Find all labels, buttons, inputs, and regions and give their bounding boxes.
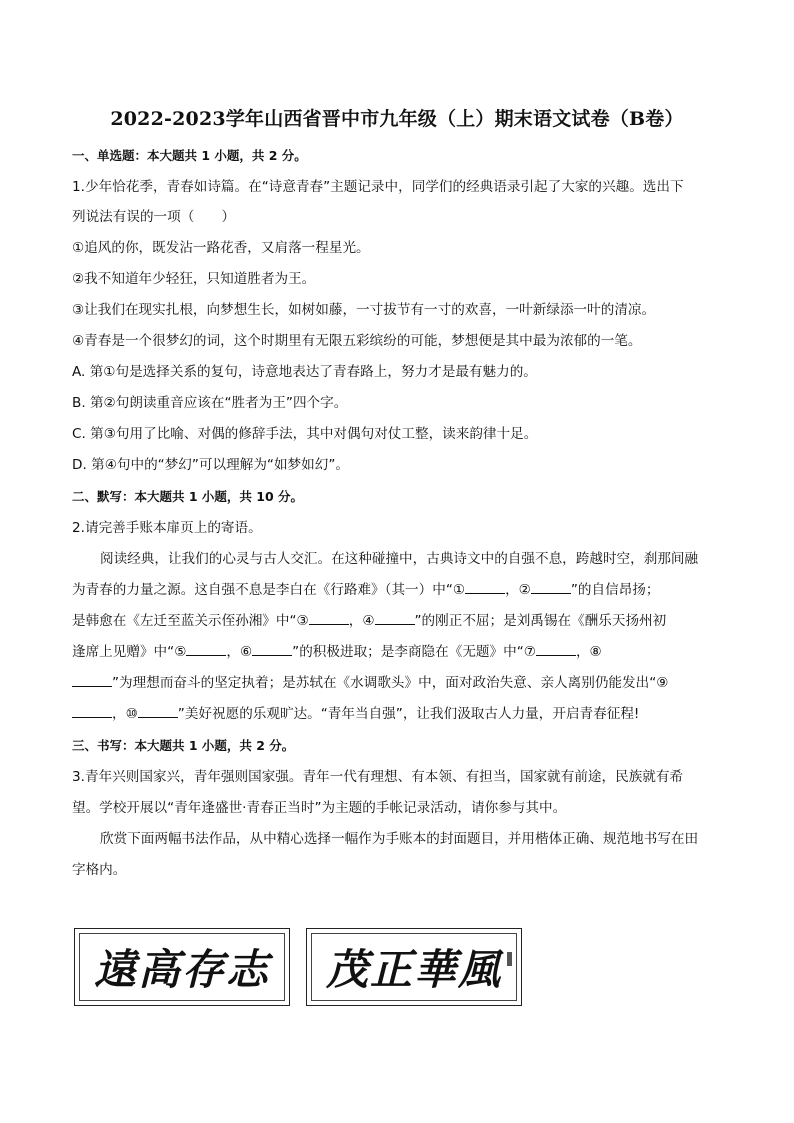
section-heading-3: 三、书写：本大题共 1 小题，共 2 分。 xyxy=(72,738,295,753)
question-2-paragraph-line-5: ”为理想而奋斗的坚定执着；是苏轼在《水调歌头》中，面对政治失意、亲人离别仍能发出“⑨ xyxy=(72,673,722,693)
question-3-line-2: 望。学校开展以“青年逢盛世·青春正当时”为主题的手帐记录活动，请你参与其中。 xyxy=(72,800,567,816)
page-title: 2022-2023学年山西省晋中市九年级（上）期末语文试卷（B卷） xyxy=(110,108,684,130)
option-d: D. 第④句中的“梦幻”可以理解为“如梦如幻”。 xyxy=(72,457,349,473)
calligraphy-text-2: 茂正華風 xyxy=(325,945,502,994)
answer-blank-7[interactable] xyxy=(536,642,576,656)
option-c: C. 第③句用了比喻、对偶的修辞手法，其中对偶句对仗工整，读来韵律十足。 xyxy=(72,426,538,442)
seal-icon xyxy=(507,952,512,966)
section-heading-1: 一、单选题：本大题共 1 小题，共 2 分。 xyxy=(72,148,307,163)
quote-item-2: ②我不知道年少轻狂，只知道胜者为王。 xyxy=(72,271,316,287)
question-2-paragraph-line-1: 阅读经典，让我们的心灵与古人交汇。在这种碰撞中，古典诗文中的自强不息，跨越时空，刹那间融 xyxy=(100,551,699,567)
answer-blank-2[interactable] xyxy=(531,580,571,594)
question-2-paragraph-line-2: 为青春的力量之源。这自强不息是李白在《行路难》（其一）中“① ，② ”的自信昂扬； xyxy=(72,582,660,598)
question-2-paragraph-line-3: 是韩愈在《左迁至蓝关示侄孙湘》中“③ ，④ ”的刚正不屈；是刘禹锡在《酬乐天扬州初 xyxy=(72,613,667,629)
question-2-paragraph-line-6: ，⑩ ”美好祝愿的乐观旷达。“青年当自强”，让我们汲取古人力量，开启青春征程! xyxy=(72,704,722,724)
question-2-title: 2.请完善手账本扉页上的寄语。 xyxy=(72,520,262,536)
calligraphy-text-1: 遠高存志 xyxy=(93,945,270,994)
question-1-line-2: 列说法有误的一项（ ） xyxy=(72,209,236,225)
answer-blank-10[interactable] xyxy=(138,704,178,718)
option-b: B. 第②句朗读重音应该在“胜者为王”四个字。 xyxy=(72,395,348,411)
question-1-line-1: 1.少年恰花季，青春如诗篇。在“诗意青春”主题记录中，同学们的经典语录引起了大家的兴趣。选出下 xyxy=(72,179,684,195)
calligraphy-frame xyxy=(311,933,517,1001)
answer-blank-6[interactable] xyxy=(252,642,292,656)
question-3-line-4: 字格内。 xyxy=(72,862,127,878)
answer-blank-1[interactable] xyxy=(465,580,505,594)
option-a: A. 第①句是选择关系的复句，诗意地表达了青春路上，努力才是最有魅力的。 xyxy=(72,364,537,380)
calligraphy-work-1 xyxy=(74,928,290,1006)
quote-item-1: ①追风的你，既发沾一路花香，又肩落一程星光。 xyxy=(72,240,370,256)
answer-blank-9[interactable] xyxy=(72,704,112,718)
question-3-line-1: 3.青年兴则国家兴，青年强则国家强。青年一代有理想、有本领、有担当，国家就有前途，民族就有希 xyxy=(72,769,684,785)
calligraphy-frame xyxy=(79,933,285,1001)
quote-item-3: ③让我们在现实扎根，向梦想生长，如树如藤，一寸拔节有一寸的欢喜，一叶新绿添一叶的清凉。 xyxy=(72,302,656,318)
answer-blank-3[interactable] xyxy=(309,611,349,625)
answer-blank-8[interactable] xyxy=(72,673,112,687)
answer-blank-5[interactable] xyxy=(186,642,226,656)
question-2-paragraph-line-4: 逢席上见赠》中“⑤ ，⑥ ”的积极进取；是李商隐在《无题》中“⑦ ，⑧ xyxy=(72,644,602,660)
calligraphy-work-2 xyxy=(306,928,522,1006)
section-heading-2: 二、默写：本大题共 1 小题，共 10 分。 xyxy=(72,489,304,504)
answer-blank-4[interactable] xyxy=(375,611,415,625)
question-3-line-3: 欣赏下面两幅书法作品，从中精心选择一幅作为手账本的封面题目，并用楷体正确、规范地书写在田 xyxy=(100,831,699,847)
quote-item-4: ④青春是一个很梦幻的词，这个时期里有无限五彩缤纷的可能，梦想便是其中最为浓郁的一笔。 xyxy=(72,333,642,349)
